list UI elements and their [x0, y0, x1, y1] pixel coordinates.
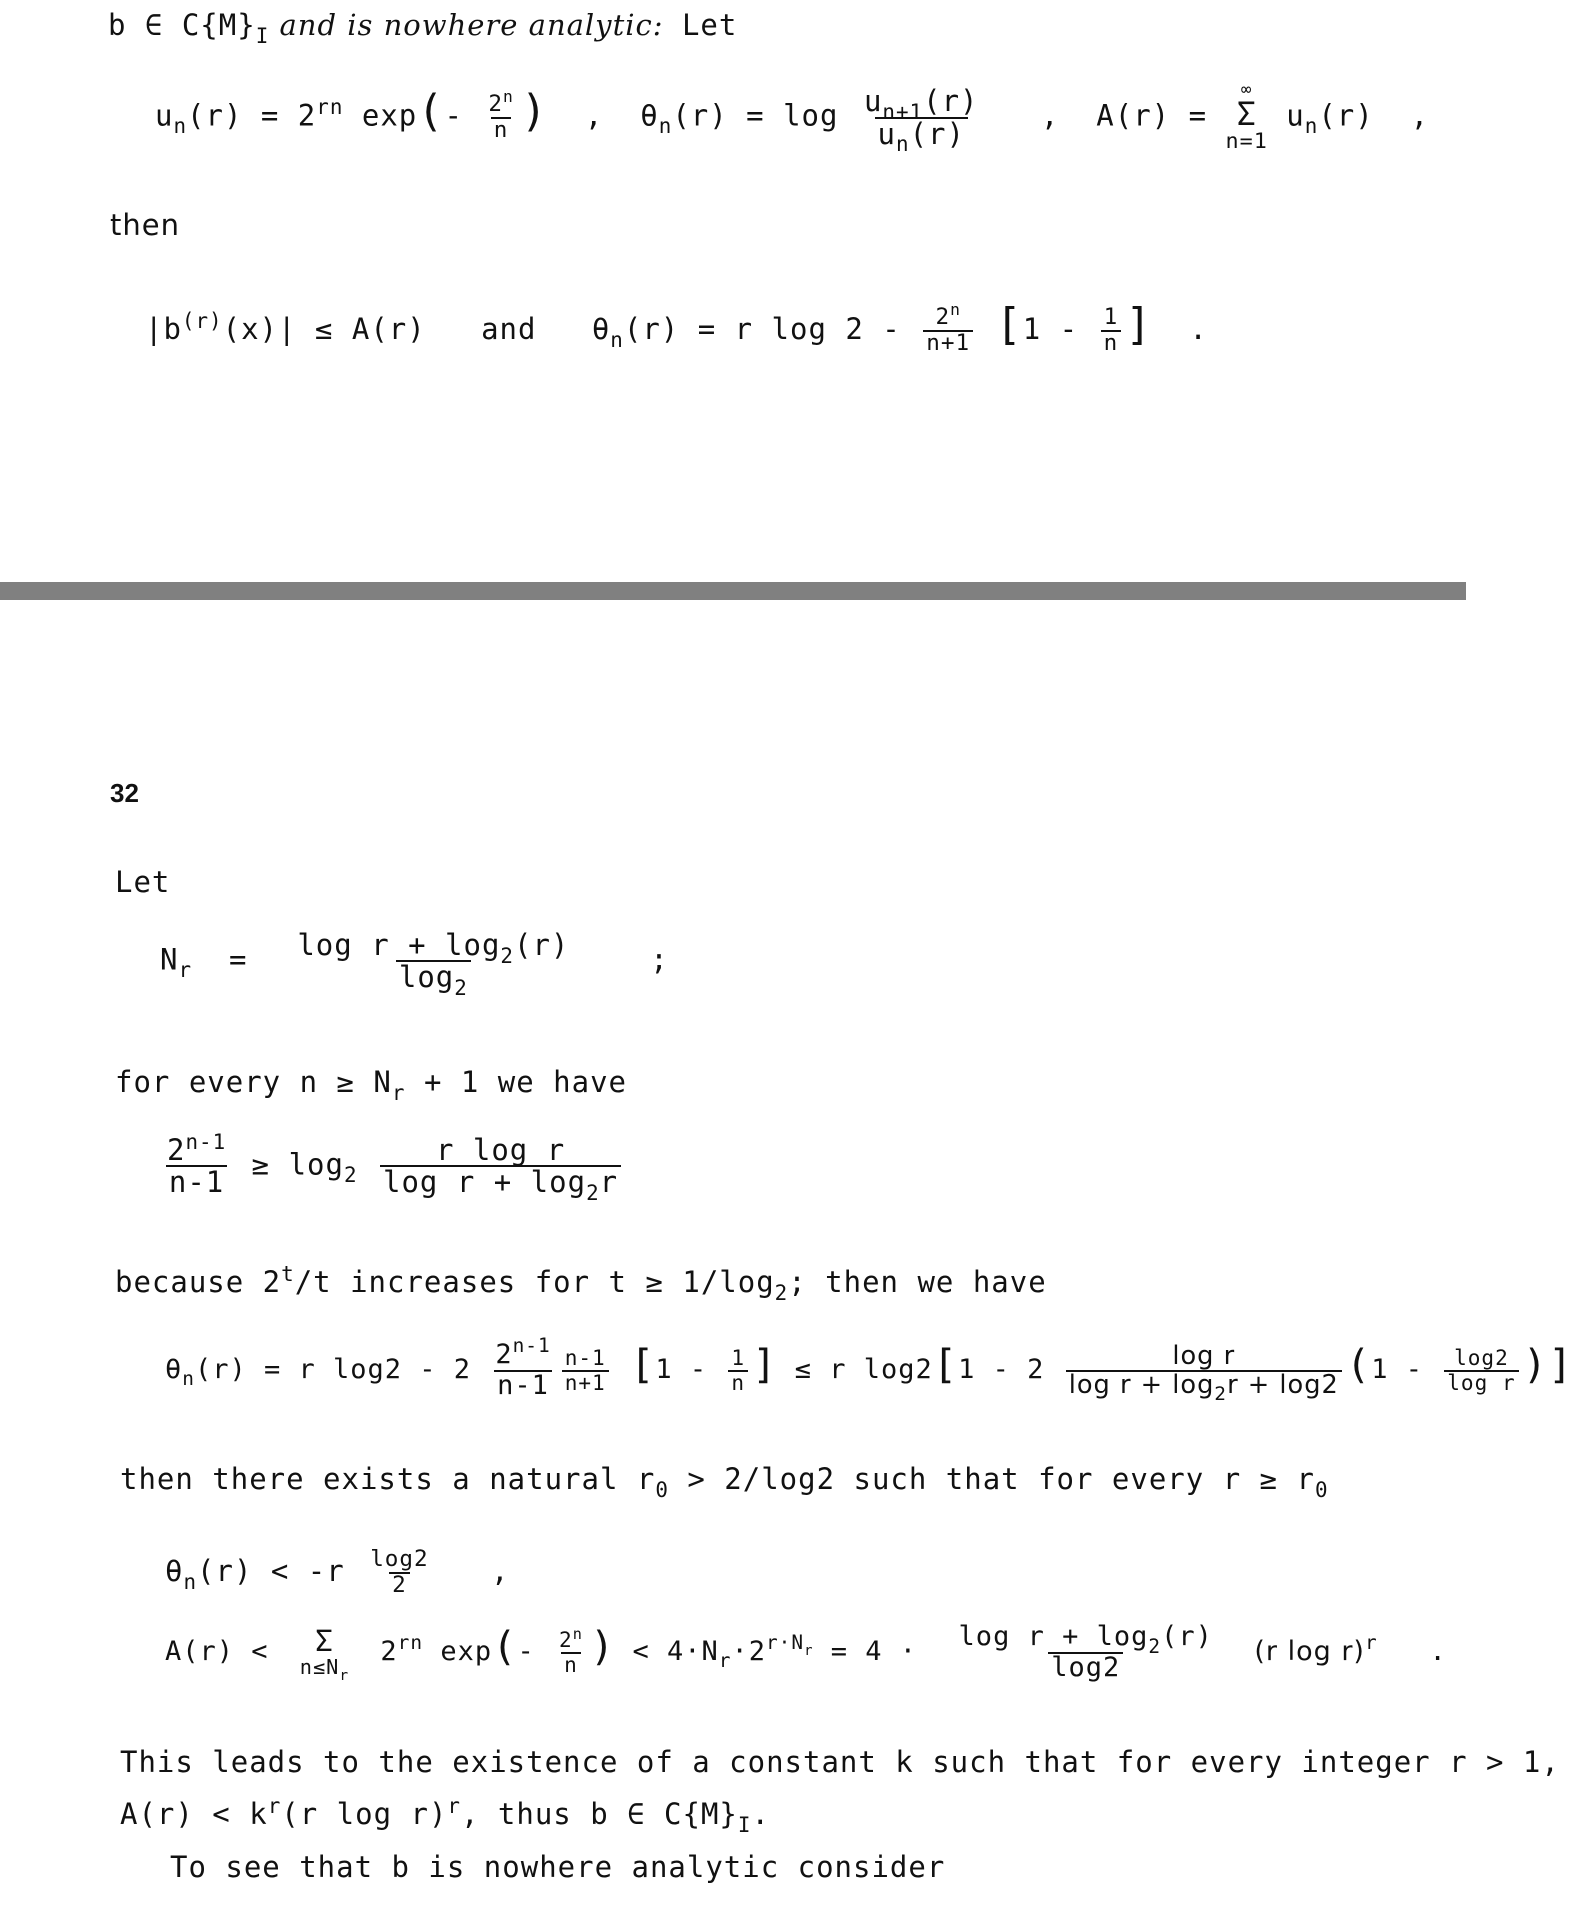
because-line: because 2$^t$/t increases for $t \ge 1/\log_2$; then we have: [115, 1261, 1047, 1305]
equation-nr: $N_r$ = $\frac{\log r + \log_2(r)}{\log_2}$ ;: [160, 928, 669, 1001]
page-number: 32: [110, 778, 139, 808]
intro-prefix: b ∈ C{M}: [108, 8, 256, 42]
equation-theta: $\theta_n(r) = r$ log2 - 2 $\frac{2^{n-1}}{n-1}$ $\frac{n-1}{n+1}$ [1 - $\frac{1}{n}$ ] ≤ r log2[1 - 2 $\frac{\text{log r}}{\log r + \log_2r + \log 2}$ (1 - $\frac{\log 2}{\text{log r}}$ )]: [165, 1334, 1573, 1405]
for-every-line: for every $n \ge N_r + 1$ we have: [115, 1065, 627, 1105]
intro-line: [108, 8, 738, 48]
equation-theta-bound: $\theta_n(r) < -r$ $\frac{\log 2}{2}$ ,: [165, 1546, 510, 1598]
let-label: Let: [115, 865, 171, 899]
then-label: then: [110, 208, 180, 242]
intro-italic: and is nowhere analytic:: [269, 8, 664, 42]
equation-bound: $|b^{(r)}(x)| \le A(r)$ and $\theta_n(r) = r$ log 2 - $\frac{2^n}{n+1}$ [1 - $\frac{1}{n}$ ] .: [145, 300, 1208, 356]
intro-let: Let: [663, 8, 738, 42]
equation-inequality: $\frac{2^{n-1}}{n-1}$ ≥ $\log_2$ $\frac{\text{r log r}}{\log r + \log_2r}$: [160, 1135, 625, 1198]
exists-line: then there exists a natural $r_0 > 2/\log 2$ such that for every $r \ge r_0$: [120, 1462, 1329, 1502]
equation-a-bound: A(r) < Σ $n\le N_r$ $2^{rn}$ exp(- $\frac{2^n}{n}$ ) < $4\cdot N_r\cdot 2^{r\cdot N_r} = 4$ · $\frac{\log r + \log_2(r)}{\log 2}$ (r log r)$^r$ .: [165, 1621, 1447, 1684]
leads-line-1: This leads to the existence of a constant k such that for every integer r > 1,: [120, 1745, 1560, 1779]
leads-line-2: $A(r) < k^r(r$ log r)$^r$, thus b ∈ $C\{M\}_I$.: [120, 1793, 770, 1837]
page-divider: [0, 582, 1466, 600]
equation-definitions: $u_n(r) = 2^{rn}$ exp(- $\frac{2^n}{n}$ ) , $\theta_n(r) = \log$ $\frac{u_{n+1}(r)}{u_n(r)}$ , A(r) = ∞ Σ n=1 $u_n(r)$ ,: [155, 80, 1430, 157]
intro-sub: I: [255, 23, 270, 48]
to-see-line: To see that b is nowhere analytic consider: [170, 1850, 946, 1884]
